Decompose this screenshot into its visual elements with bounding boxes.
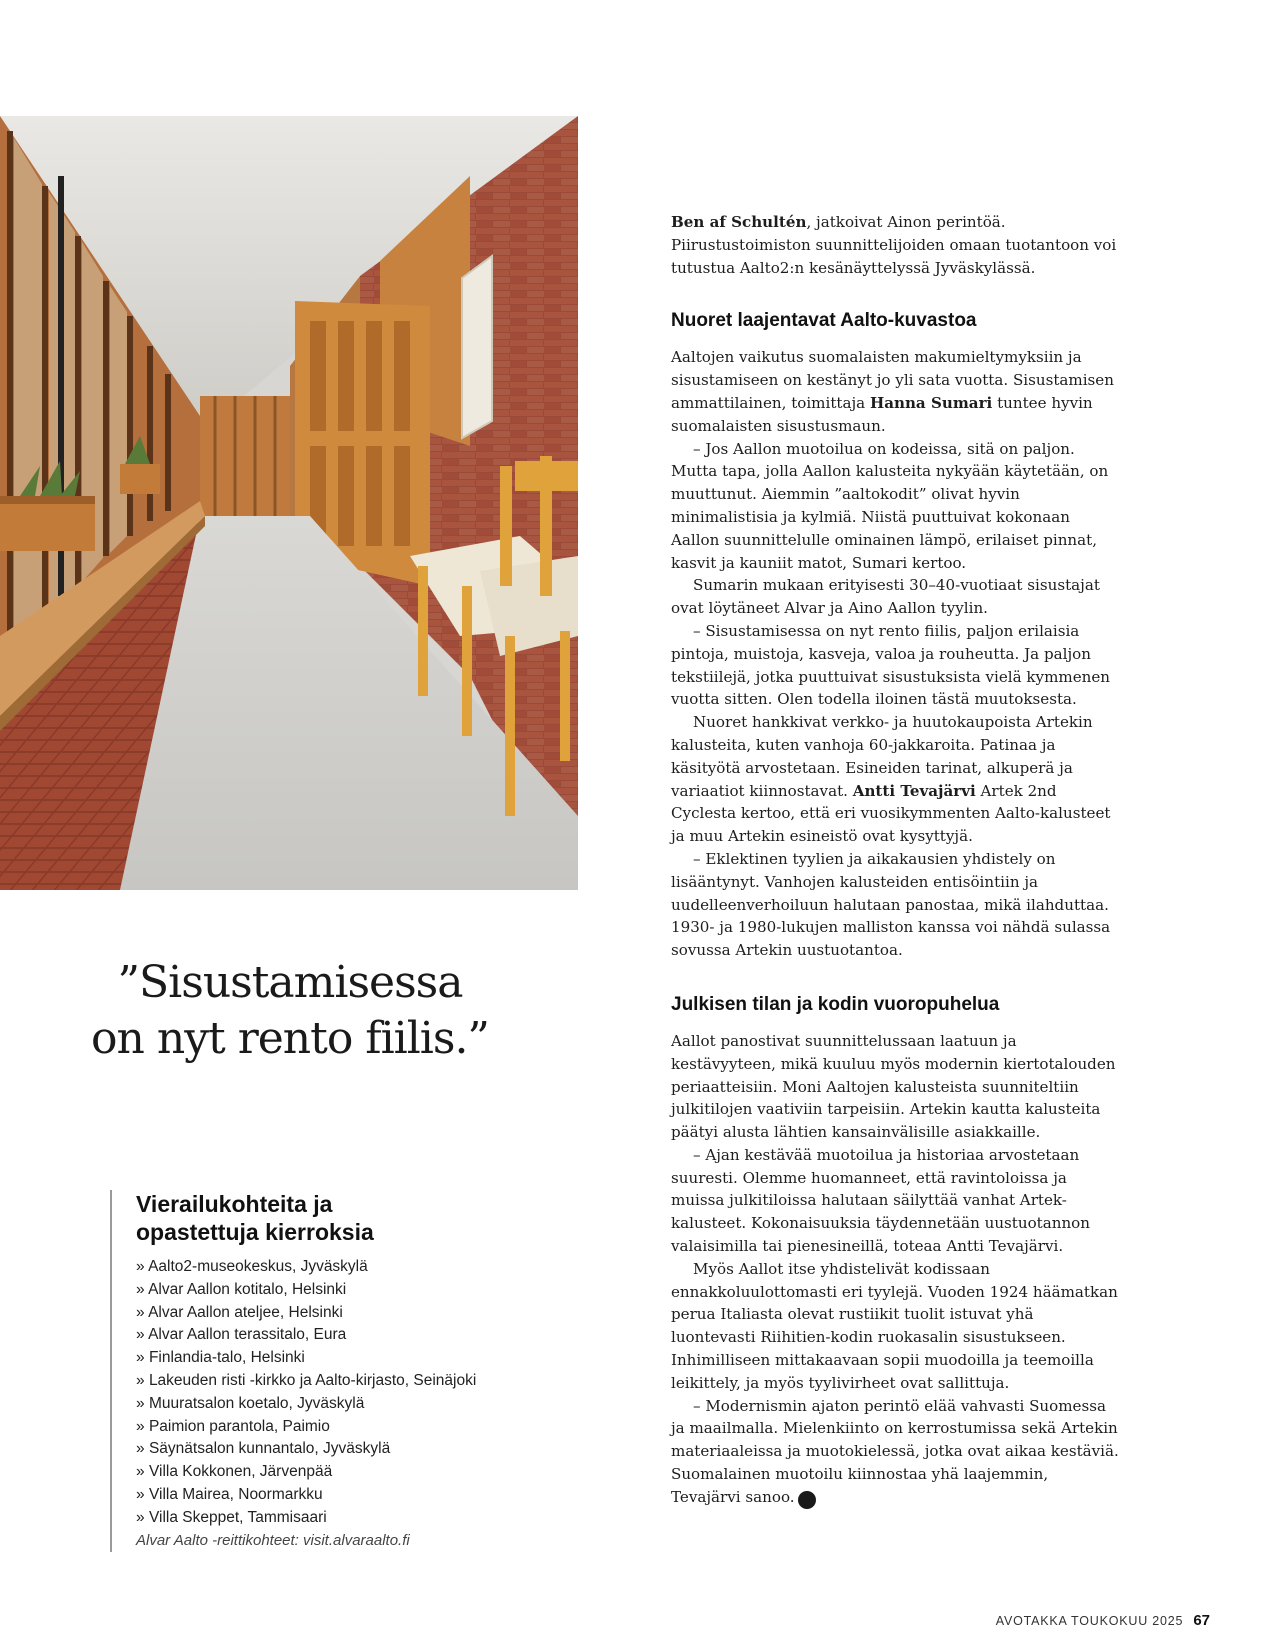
person-name: Antti Tevajärvi — [852, 781, 976, 800]
article-paragraph — [671, 346, 1121, 437]
pull-quote — [60, 955, 520, 1067]
page-footer — [996, 1612, 1210, 1629]
list-item: » Villa Skeppet, Tammisaari — [136, 1507, 576, 1530]
paragraph-text: Artek 2nd Cyclesta kertoo, että eri vuosikymmenten Aalto-kalusteet ja muu Artekin esineistö ovat kysyttyjä. — [671, 781, 1111, 846]
end-mark-icon: a — [798, 1491, 816, 1509]
magazine-issue: AVOTAKKA TOUKOKUU 2025 — [995, 1614, 1184, 1628]
list-item: » Alvar Aallon ateljee, Helsinki — [136, 1302, 576, 1325]
list-item: » Säynätsalon kunnantalo, Jyväskylä — [136, 1438, 576, 1461]
paragraph-text: , jatkoivat Ainon perintöä. Piirustustoimiston suunnittelijoiden omaan tuotantoon voi tutustua Aalto2:n kesänäyttelyssä Jyväskylässä. — [671, 213, 1117, 277]
article-paragraph — [671, 1395, 1121, 1509]
paragraph-text: Aaltojen vaikutus suomalaisten makumieltymyksiin ja sisustamiseen on kestänyt jo yli sata vuotta. Sisustamisen ammattilainen, toimittaja — [671, 348, 1114, 412]
list-item: » Muuratsalon koetalo, Jyväskylä — [136, 1393, 576, 1416]
paragraph-text: – Modernismin ajaton perintö elää vahvasti Suomessa ja maailmalla. Mielenkiinto on kerrostumissa sekä Artekin materiaaleissa ja muotokielessä, jotka ovat aikaa kestäviä. Suomalainen muotoilu kiinnostaa yhä laajemmin, Tevajärvi sanoo. — [671, 1396, 1119, 1506]
visit-sites-box — [110, 1190, 576, 1552]
pull-quote-line-2: on nyt rento fiilis.” — [91, 1013, 489, 1064]
article-paragraph: – Ajan kestävää muotoilua ja historiaa arvostetaan suuresti. Olemme huomanneet, että ravintoloissa ja muissa julkitiloissa halutaan säilyttää vanhat Artek-kalusteet. Kokonaisuuksia täydennetään uustuotannon valaisimilla tai pienesineillä, toteaa Antti Tevajärvi. — [671, 1145, 1090, 1256]
article-column — [671, 211, 1121, 1509]
list-item: » Villa Mairea, Noormarkku — [136, 1484, 576, 1507]
corridor-photo-icon — [0, 116, 578, 890]
list-item: » Finlandia-talo, Helsinki — [136, 1347, 576, 1370]
visit-sites-title: Vierailukohteita ja opastettuja kierroksia — [136, 1191, 374, 1245]
list-item: » Alvar Aallon kotitalo, Helsinki — [136, 1279, 576, 1302]
person-name: Ben af Schultén — [671, 213, 807, 231]
list-item: » Aalto2-museokeskus, Jyväskylä — [136, 1256, 576, 1279]
article-paragraph: Aallot panostivat suunnittelussaan laatuun ja kestävyyteen, mikä kuuluu myös modernin kiertotalouden periaatteisiin. Moni Aaltojen kalusteista suunniteltiin julkitilojen vaativiin tarpeisiin. Artekin kautta kalusteita päätyi alusta lähtien kansainvälisille asiakkaille. — [671, 1031, 1116, 1142]
article-paragraph: – Sisustamisessa on nyt rento fiilis, paljon erilaisia pintoja, muistoja, kasveja, valoa ja rouheutta. Ja paljon tekstiilejä, jotka puuttuivat sisustuksista vielä kymmenen vuotta sitten. Olen todella iloinen tästä muutoksesta. — [671, 621, 1111, 709]
article-paragraph: – Jos Aallon muotoilua on kodeissa, sitä on paljon. Mutta tapa, jolla Aallon kalusteita nykyään käytetään, on muuttunut. Aiemmin ”aaltokodit” olivat hyvin minimalistisia ja kylmiä. Niistä puuttuivat kokonaan Aallon suunnittelulle ominainen lämpö, erilaiset pinnat, kasvit ja kauniit matot, Sumari kertoo. — [671, 439, 1109, 572]
person-name: Hanna Sumari — [869, 393, 993, 412]
paragraph-text: Nuoret hankkivat verkko- ja huutokaupoista Artekin kalusteita, kuten vanhoja 60-jakkaroita. Patinaa ja käsityötä arvostetaan. Esineiden tarinat, alkuperä ja variaatiot kiinnostavat. — [671, 713, 1093, 800]
visit-sites-source: Alvar Aalto -reittikohteet: visit.alvaraalto.fi — [136, 1531, 410, 1549]
article-paragraph: – Eklektinen tyylien ja aikakausien yhdistely on lisääntynyt. Vanhojen kalusteiden entisöintiin ja uudelleenverhoiluun halutaan panostaa, mikä ilahduttaa. 1930- ja 1980-lukujen malliston kanssa voi nähdä sulassa sovussa Artekin uustuotantoa. — [671, 849, 1111, 960]
section-heading: Nuoret laajentavat Aalto-kuvastoa — [671, 310, 977, 332]
list-item: » Alvar Aallon terassitalo, Eura — [136, 1324, 576, 1347]
pull-quote-line-1: ”Sisustamisessa — [117, 957, 463, 1008]
article-paragraph — [671, 211, 1121, 279]
article-paragraph: Myös Aallot itse yhdistelivät kodissaan ennakkoluulottomasti eri tyylejä. Vuoden 1924 häämatkan perua Italiasta olevat rustiikit tuolit istuvat yhä luontevasti Riihitien-kodin ruokasalin sisustukseen. Inhimilliseen mittakaavaan sopii muodoilla ja teemoilla leikittely, ja myös tyylivirheet ovat sallittuja. — [671, 1259, 1118, 1392]
corridor-photo — [0, 116, 578, 890]
article-paragraph: Sumarin mukaan erityisesti 30–40-vuotiaat sisustajat ovat löytäneet Alvar ja Aino Aallon tyylin. — [671, 576, 1100, 618]
page-number: 67 — [1193, 1612, 1210, 1629]
paragraph-text: tuntee hyvin suomalaisten sisustusmaun. — [671, 393, 1093, 435]
visit-sites-list — [136, 1256, 576, 1530]
list-item: » Lakeuden risti -kirkko ja Aalto-kirjasto, Seinäjoki — [136, 1370, 576, 1393]
section-heading: Julkisen tilan ja kodin vuoropuhelua — [671, 993, 1000, 1015]
article-paragraph — [671, 711, 1121, 848]
list-item: » Paimion parantola, Paimio — [136, 1416, 576, 1439]
list-item: » Villa Kokkonen, Järvenpää — [136, 1461, 576, 1484]
